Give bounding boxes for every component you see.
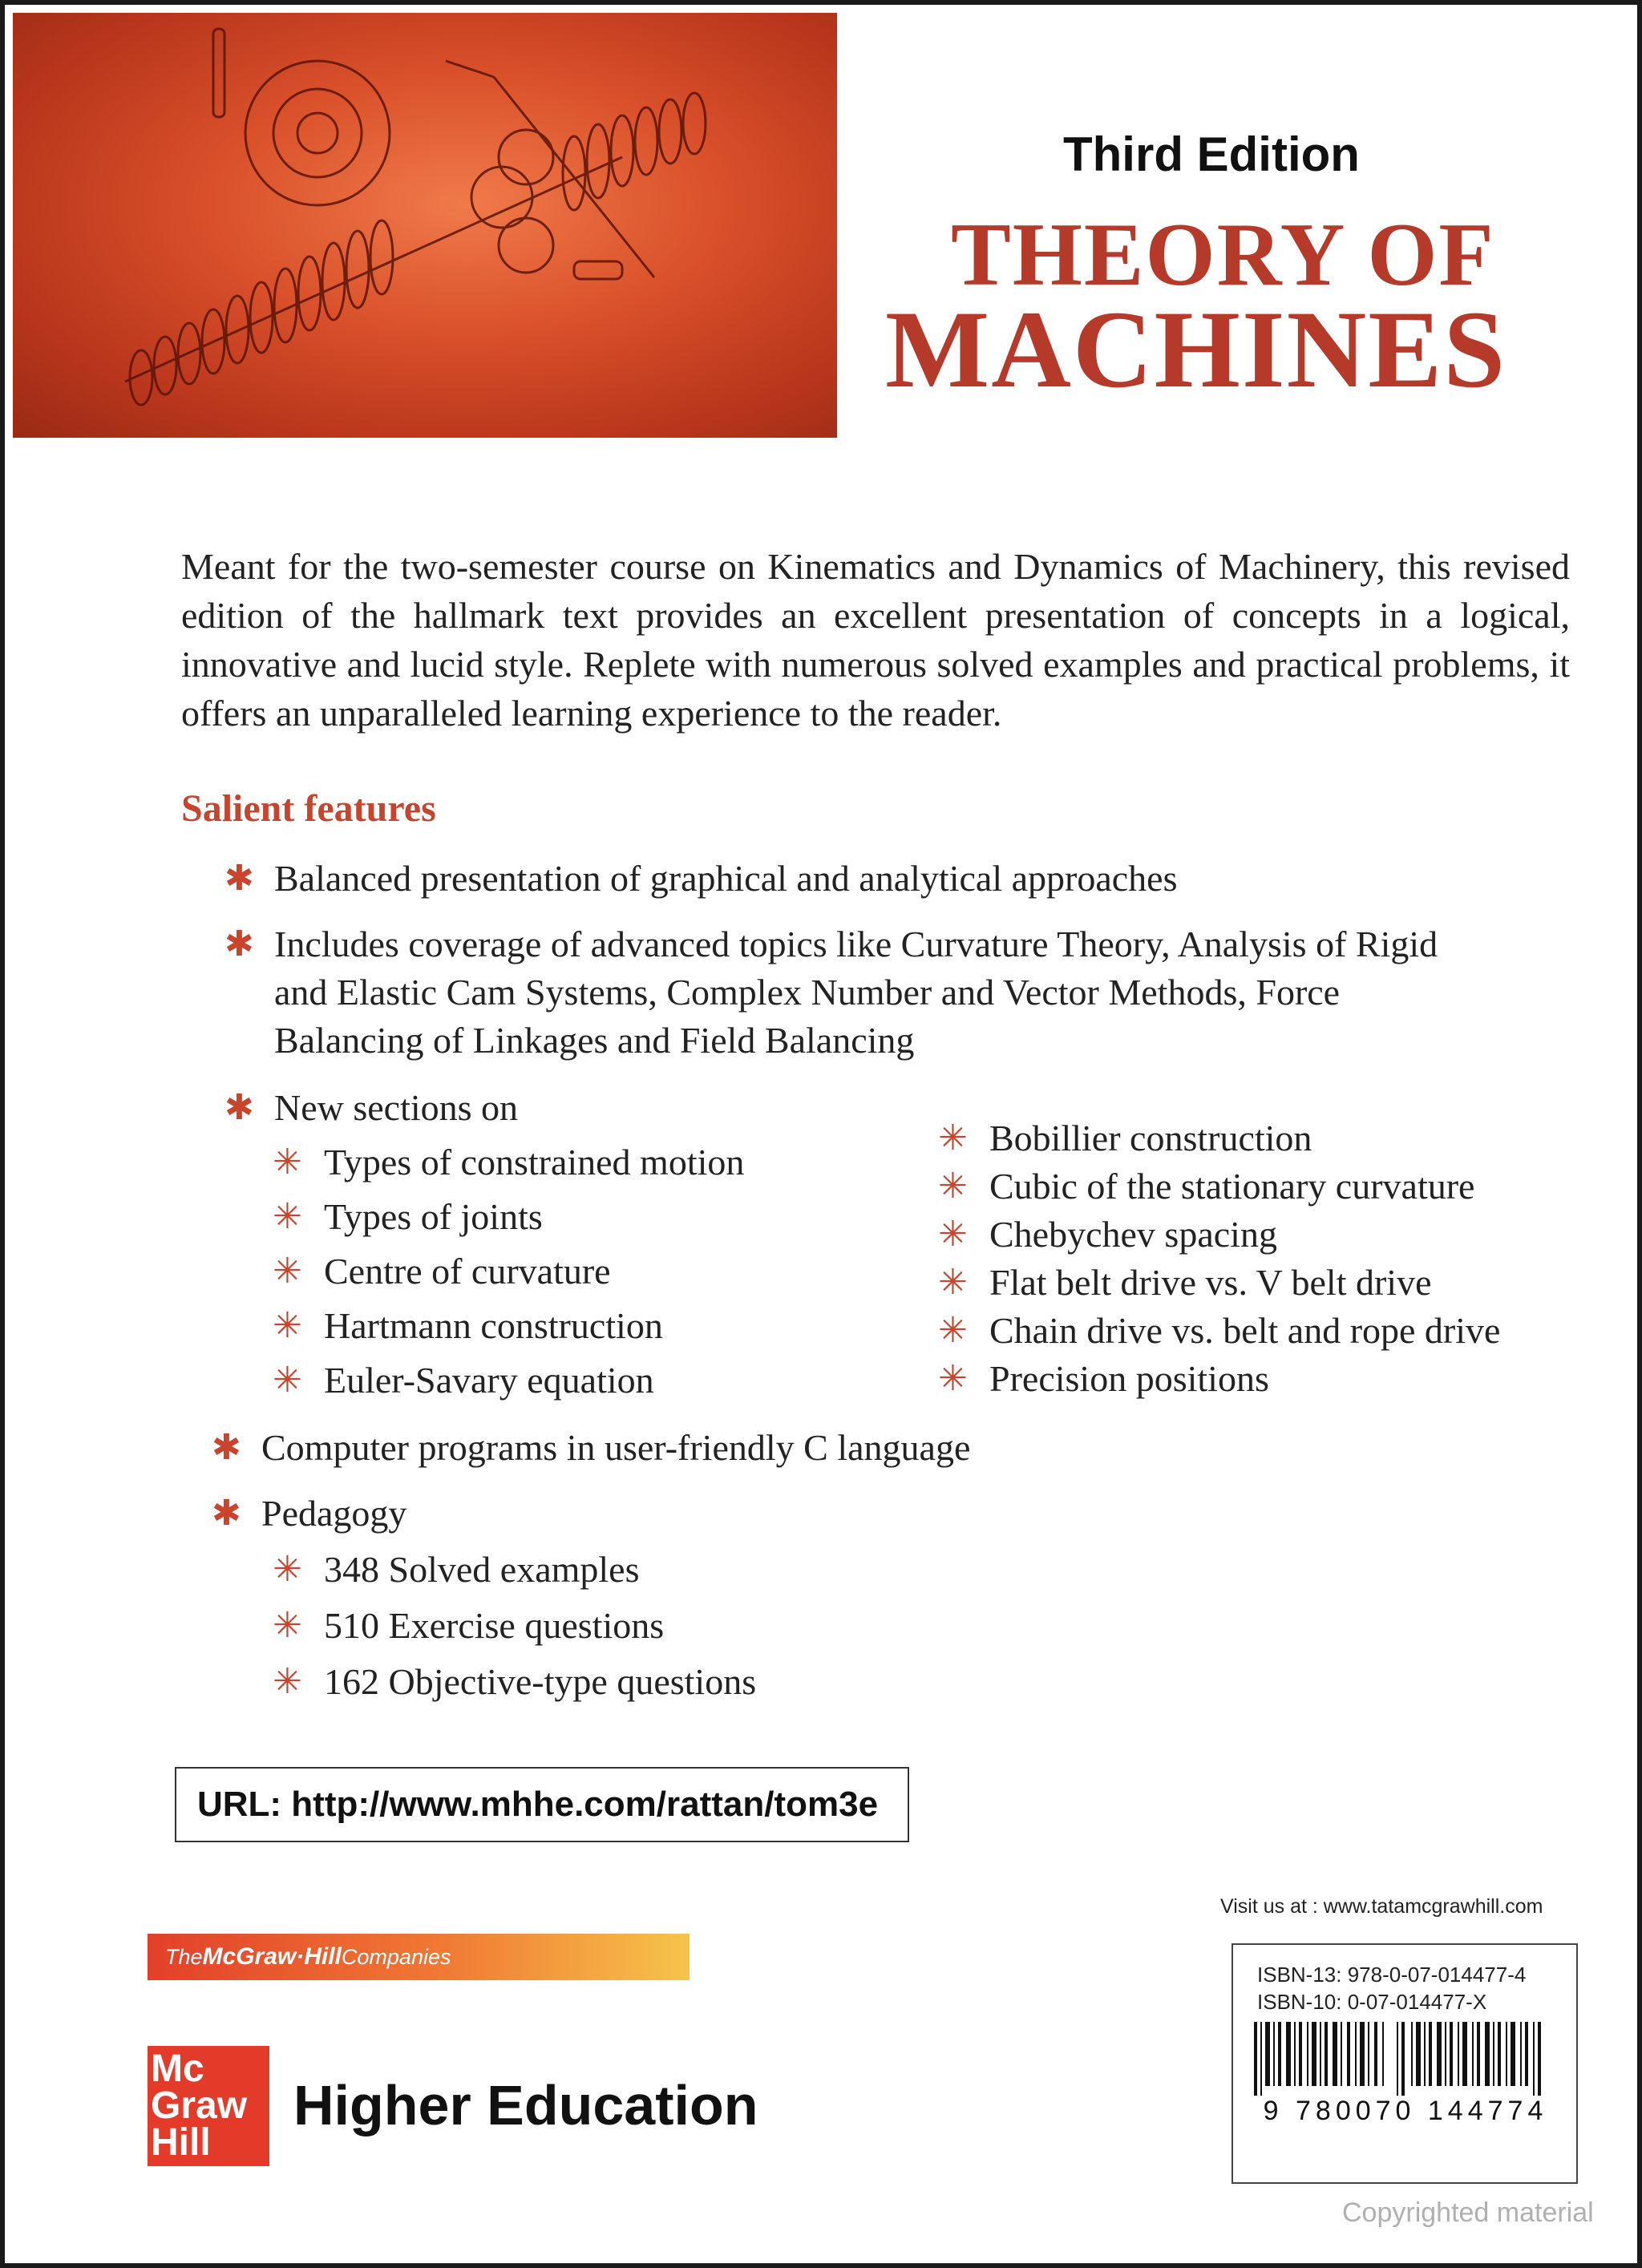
- sub-item: ✳ Centre of curvature: [324, 1247, 611, 1296]
- isbn-10: ISBN-10: 0-07-014477-X: [1257, 1990, 1487, 2014]
- feature-item: ✱ Pedagogy: [261, 1490, 406, 1538]
- mcgraw-hill-logo: Mc Graw Hill: [148, 2046, 269, 2166]
- sub-item: ✳ Chain drive vs. belt and rope drive: [989, 1307, 1500, 1355]
- sub-item: ✳ 162 Objective-type questions: [324, 1658, 756, 1706]
- salient-features-heading: Salient features: [181, 787, 436, 830]
- asterisk-bullet-icon: ✳: [938, 1118, 968, 1158]
- sub-item: ✳ Flat belt drive vs. V belt drive: [989, 1259, 1432, 1307]
- barcode-icon: [1254, 2022, 1559, 2096]
- sub-item: ✳ 348 Solved examples: [324, 1546, 640, 1594]
- flower-bullet-icon: ✱: [212, 1427, 241, 1468]
- publisher-division: Higher Education: [293, 2074, 758, 2137]
- asterisk-bullet-icon: ✳: [938, 1262, 968, 1303]
- feature-item: ✱ New sections on: [274, 1084, 518, 1132]
- asterisk-bullet-icon: ✳: [273, 1196, 302, 1237]
- edition-label: Third Edition: [1063, 127, 1360, 181]
- flower-bullet-icon: ✱: [224, 1087, 254, 1128]
- flower-bullet-icon: ✱: [224, 924, 254, 964]
- isbn-barcode-box: [1232, 1943, 1578, 2184]
- sub-item: ✳ Euler-Savary equation: [324, 1356, 654, 1405]
- barcode-number: 9 780070 144774: [1263, 2096, 1548, 2126]
- asterisk-bullet-icon: ✳: [273, 1661, 302, 1702]
- asterisk-bullet-icon: ✳: [273, 1305, 302, 1346]
- asterisk-bullet-icon: ✳: [273, 1251, 302, 1292]
- asterisk-bullet-icon: ✳: [273, 1142, 302, 1183]
- sub-item: ✳ Types of joints: [324, 1193, 543, 1241]
- book-title-line-2: MACHINES: [885, 288, 1507, 410]
- gear-assembly-drawing: [13, 13, 837, 438]
- asterisk-bullet-icon: ✳: [938, 1214, 968, 1255]
- sub-item: ✳ Types of constrained motion: [324, 1138, 744, 1187]
- sub-item: ✳ Hartmann construction: [324, 1302, 663, 1350]
- publisher-website: Visit us at : www.tatamcgrawhill.com: [1220, 1895, 1543, 1918]
- asterisk-bullet-icon: ✳: [273, 1549, 302, 1590]
- asterisk-bullet-icon: ✳: [938, 1166, 968, 1207]
- flower-bullet-icon: ✱: [212, 1493, 241, 1534]
- book-url: URL: http://www.mhhe.com/rattan/tom3e: [175, 1767, 909, 1842]
- book-description: Meant for the two-semester course on Kinematics and Dynamics of Machinery, this revised edition of the hallmark text provides an excellent presentation of concepts in a logical, innovative and lucid style. Replete with numerous solved examples and practical problems, it offers an unparalleled learning experience to the reader.: [181, 546, 1570, 734]
- feature-item: ✱ Includes coverage of advanced topics like Curvature Theory, Analysis of Rigid and Elastic Cam Systems, Complex Number and Vector Methods, Force Balancing of Linkages and Field Balancing: [274, 920, 1438, 1065]
- sub-item: ✳ Precision positions: [989, 1355, 1269, 1403]
- copyright-notice: Copyrighted material: [1342, 2197, 1594, 2228]
- asterisk-bullet-icon: ✳: [938, 1358, 968, 1399]
- book-title-line-1: THEORY OF: [951, 205, 1495, 305]
- sub-item: ✳ Cubic of the stationary curvature: [989, 1162, 1474, 1211]
- asterisk-bullet-icon: ✳: [273, 1605, 302, 1646]
- feature-item: ✱ Balanced presentation of graphical and analytical approaches: [274, 855, 1177, 903]
- exploded-gear-illustration: [13, 13, 837, 438]
- flower-bullet-icon: ✱: [224, 858, 254, 899]
- sub-item: ✳ 510 Exercise questions: [324, 1602, 664, 1650]
- sub-item: ✳ Chebychev spacing: [989, 1211, 1277, 1259]
- sub-item: ✳ Bobillier construction: [989, 1114, 1312, 1162]
- feature-item: ✱ Computer programs in user-friendly C language: [261, 1424, 970, 1472]
- publisher-strip: The McGraw·Hill Companies: [148, 1934, 690, 1980]
- isbn-13: ISBN-13: 978-0-07-014477-4: [1257, 1963, 1527, 1987]
- asterisk-bullet-icon: ✳: [273, 1360, 302, 1401]
- asterisk-bullet-icon: ✳: [938, 1310, 968, 1351]
